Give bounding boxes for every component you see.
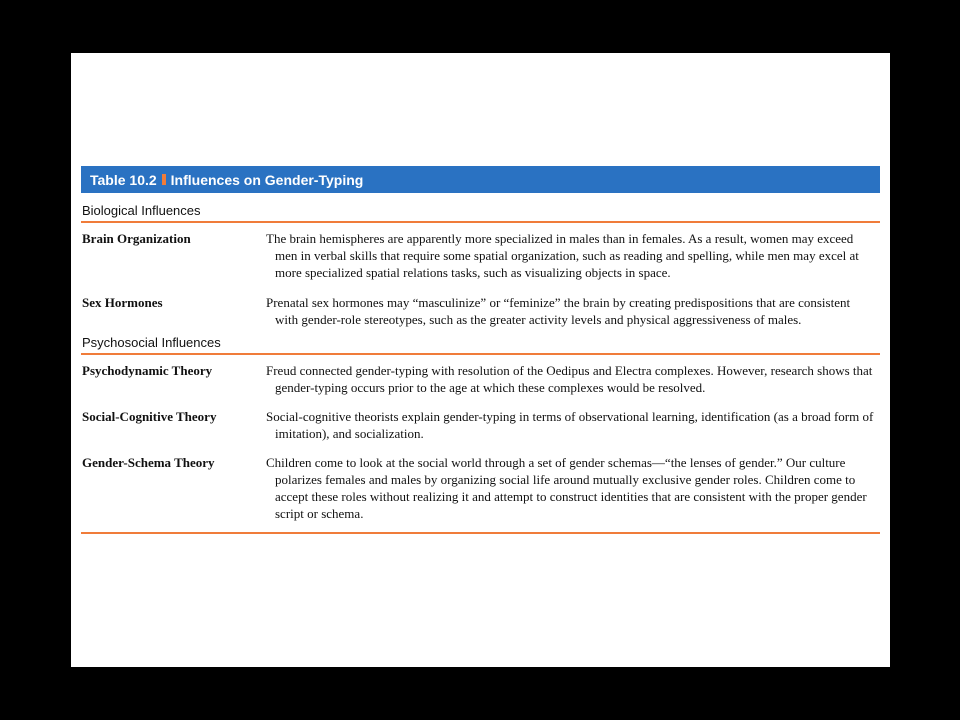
row-label-social-cognitive: Social-Cognitive Theory [82,409,217,424]
row-label-sex-hormones: Sex Hormones [82,295,163,310]
table-row [81,230,880,281]
row-label-brain-organization: Brain Organization [82,231,191,246]
row-text-social-cognitive: Social-cognitive theorists explain gender-typing in terms of observational learning, identification (as a broad form of imitation), and socialization. [266,409,874,441]
table-10-2 [81,166,880,534]
table-row [81,362,880,396]
section-heading-psychosocial: Psychosocial Influences [81,328,880,355]
table-row [81,454,880,522]
row-text-psychodynamic: Freud connected gender-typing with resolution of the Oedipus and Electra complexes. However, research shows that gender-typing occurs prior to the age at which these complexes would be resolved. [266,363,873,395]
row-text-brain-organization: The brain hemispheres are apparently more specialized in males than in females. As a result, women may exceed men in verbal skills that require some spatial organization, such as reading and spelling, while men may excel at more specialized spatial relations tasks, such as visualizing objects in space. [266,231,859,280]
table-title: Influences on Gender-Typing [170,171,364,188]
table-title-bar [81,166,880,193]
table-row [81,408,880,442]
table-bottom-rule [81,532,880,534]
section-heading-biological: Biological Influences [81,193,880,223]
row-label-psychodynamic: Psychodynamic Theory [82,363,213,378]
row-text-gender-schema: Children come to look at the social world through a set of gender schemas—“the lenses of gender.” Our culture polarizes females and males by organizing social life around mutually exclusive gender roles. Children come to accept these roles without realizing it and attempt to construct identities that are consistent with the proper gender script or schema. [266,455,867,521]
row-label-gender-schema: Gender-Schema Theory [82,455,215,470]
table-row [81,294,880,328]
slide [71,53,890,667]
row-text-sex-hormones: Prenatal sex hormones may “masculinize” or “feminize” the brain by creating predispositions that are consistent with gender-role stereotypes, such as the greater activity levels and physical aggressiveness of males. [266,295,851,327]
table-number: Table 10.2 [90,171,157,188]
title-separator [162,174,166,185]
